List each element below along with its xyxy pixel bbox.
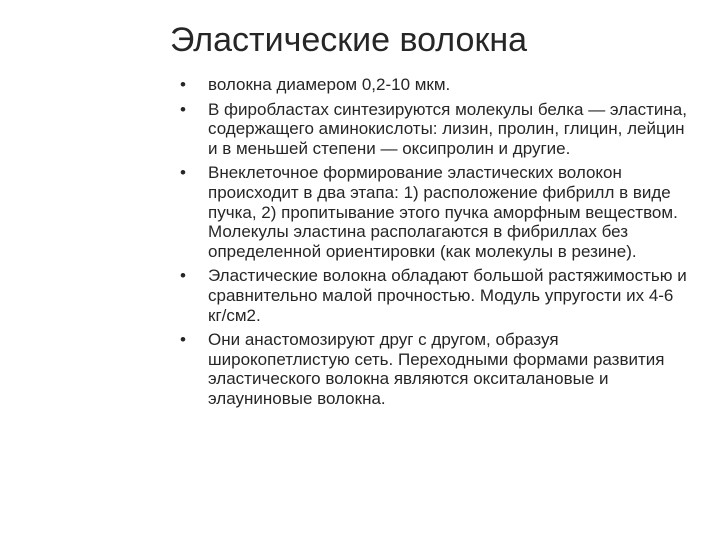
bullet-item bbox=[180, 100, 690, 159]
slide-title: Эластические волокна bbox=[170, 21, 527, 59]
bullet-item bbox=[180, 163, 690, 261]
bullet-text: Внеклеточное формирование эластических волокон происходит в два этапа: 1) расположение фибрилл в виде пучка, 2) пропитывание этого пучка аморфным веществом. Молекулы эластина располагаются в фибриллах без определенной ориентировки (как молекулы в резине). bbox=[208, 163, 678, 261]
bullet-marker: • bbox=[180, 266, 186, 286]
bullet-text: Эластические волокна обладают большой растяжимостью и сравнительно малой прочностью. Модуль упругости их 4-6 кг/см2. bbox=[208, 266, 687, 325]
bullet-marker: • bbox=[180, 163, 186, 183]
bullet-text: В фиробластах синтезируются молекулы белка — эластина, содержащего аминокислоты: лизин, пролин, глицин, лейцин и в меньшей степени — оксипролин и другие. bbox=[208, 99, 687, 158]
bullet-marker: • bbox=[180, 330, 186, 350]
bullet-text: Они анастомозируют друг с другом, образуя широкопетлистую сеть. Переходными формами развития эластического волокна являются окситалановые и элауниновые волокна. bbox=[208, 330, 665, 408]
bullet-marker: • bbox=[180, 75, 186, 94]
bullet-marker: • bbox=[180, 99, 186, 119]
bullet-item bbox=[180, 266, 690, 325]
bullet-item bbox=[180, 75, 690, 95]
bullet-list bbox=[180, 75, 690, 409]
bullet-text: волокна диамером 0,2-10 мкм. bbox=[208, 75, 451, 94]
bullet-item bbox=[180, 330, 690, 408]
